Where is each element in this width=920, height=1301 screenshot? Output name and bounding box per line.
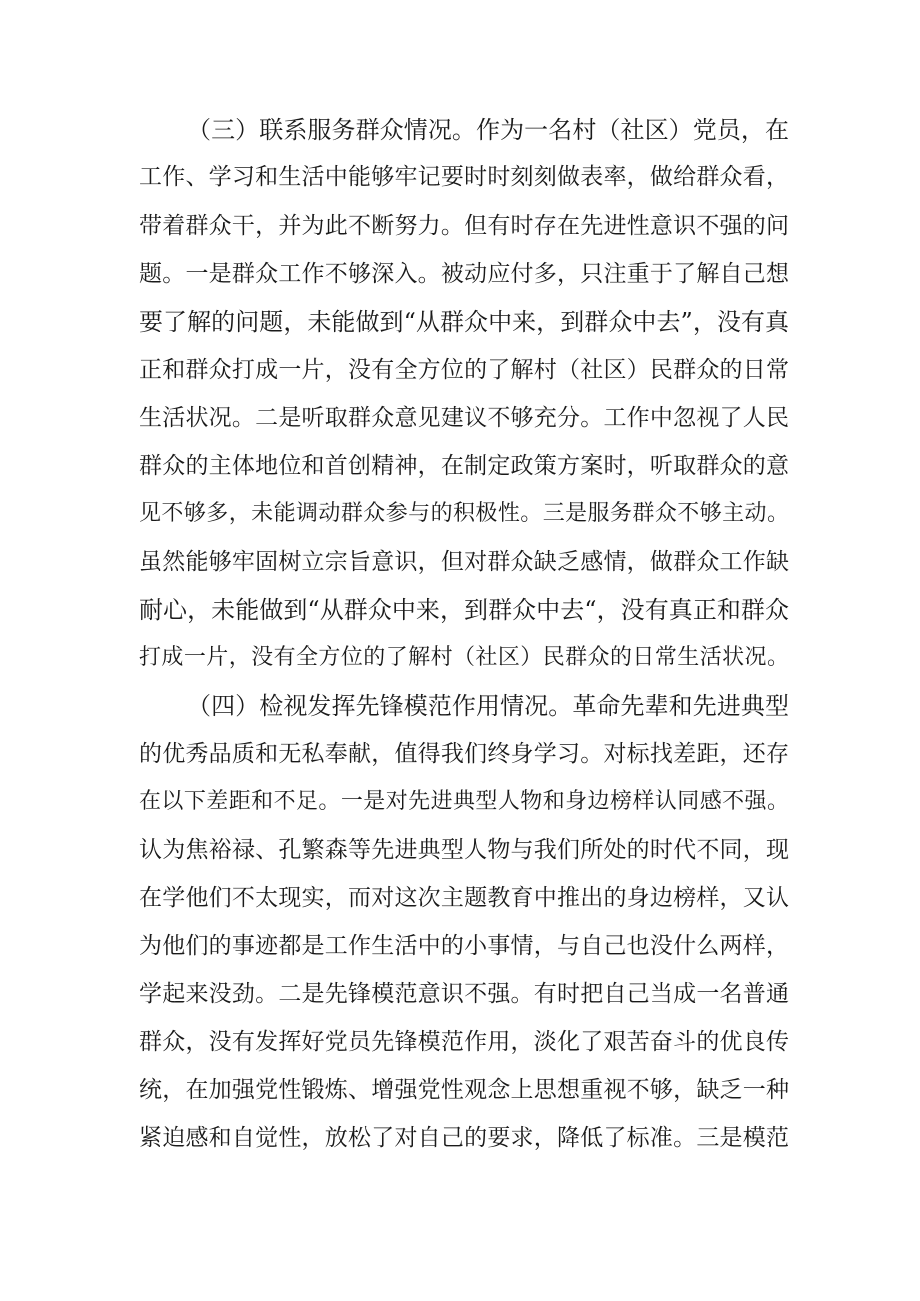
paragraph-3-line-11: 耐心，未能做到“从群众中来，到群众中去“，没有真正和群众 bbox=[139, 596, 789, 624]
paragraph-3-line-2: 工作、学习和生活中能够牢记要时时刻刻做表率，做给群众看， bbox=[139, 164, 789, 190]
paragraph-4-line-10: 紧迫感和自觉性，放松了对自己的要求，降低了标准。三是模范 bbox=[139, 1125, 789, 1151]
paragraph-3-line-1: （三）联系服务群众情况。作为一名村（社区）党员，在 bbox=[187, 116, 789, 144]
paragraph-4-line-3: 在以下差距和不足。一是对先进典型人物和身边榜样认同感不强。 bbox=[139, 789, 789, 814]
paragraph-3-line-4: 题。一是群众工作不够深入。被动应付多，只注重于了解自己想 bbox=[139, 261, 789, 287]
paragraph-4-line-2: 的优秀品质和无私奉献，值得我们终身学习。对标找差距，还存 bbox=[139, 741, 789, 767]
paragraph-4-line-5: 在学他们不太现实，而对这次主题教育中推出的身边榜样，又认 bbox=[139, 885, 789, 911]
paragraph-3-line-7: 生活状况。二是听取群众意见建议不够充分。工作中忽视了人民 bbox=[139, 405, 789, 431]
paragraph-4-line-7: 学起来没劲。二是先锋模范意识不强。有时把自己当成一名普通 bbox=[139, 981, 789, 1007]
paragraph-4-line-8: 群众，没有发挥好党员先锋模范作用，淡化了艰苦奋斗的优良传 bbox=[139, 1029, 789, 1055]
paragraph-4-line-1: （四）检视发挥先锋模范作用情况。革命先辈和先进典型 bbox=[187, 692, 789, 720]
paragraph-4-line-6: 为他们的事迹都是工作生活中的小事情，与自己也没什么两样， bbox=[139, 933, 789, 959]
paragraph-3-line-9: 见不够多，未能调动群众参与的积极性。三是服务群众不够主动。 bbox=[139, 501, 789, 526]
paragraph-3-line-12: 打成一片，没有全方位的了解村（社区）民群众的日常生活状况。 bbox=[139, 645, 789, 670]
paragraph-3-line-6: 正和群众打成一片，没有全方位的了解村（社区）民群众的日常 bbox=[139, 357, 789, 383]
paragraph-3-line-3: 带着群众干，并为此不断努力。但有时存在先进性意识不强的问 bbox=[139, 213, 789, 239]
paragraph-3-line-5: 要了解的问题，未能做到“从群众中来，到群众中去”，没有真 bbox=[139, 308, 789, 336]
paragraph-3-line-10: 虽然能够牢固树立宗旨意识，但对群众缺乏感情，做群众工作缺 bbox=[139, 549, 789, 575]
paragraph-4-line-9: 统，在加强党性锻炼、增强党性观念上思想重视不够，缺乏一种 bbox=[139, 1077, 789, 1103]
paragraph-4-line-4: 认为焦裕禄、孔繁森等先进典型人物与我们所处的时代不同，现 bbox=[139, 837, 789, 863]
paragraph-3-line-8: 群众的主体地位和首创精神，在制定政策方案时，听取群众的意 bbox=[139, 453, 789, 479]
